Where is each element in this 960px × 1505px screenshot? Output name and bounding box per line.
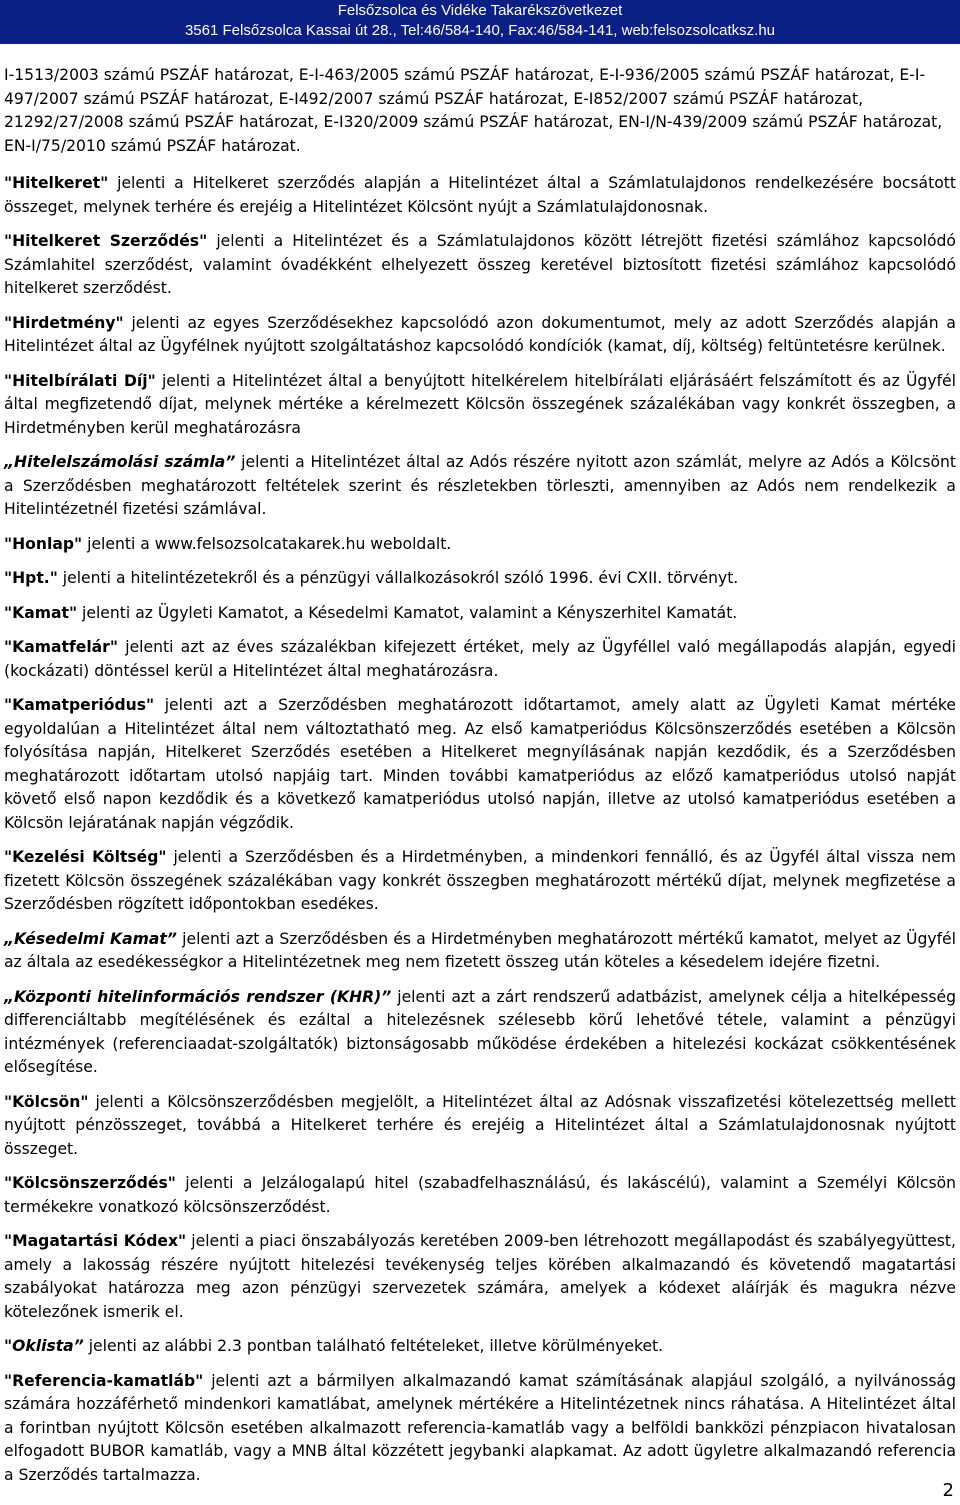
definition-magatartasi-kodex [4,1230,956,1324]
definition-kamatfelar [4,636,956,683]
definition-term: "Oklista” [4,1337,84,1355]
definition-text: jelenti a hitelintézetekről és a pénzügyi vállalkozásokról szóló 1996. évi CXII. törvényt. [57,569,739,587]
resolution-list: I-1513/2003 számú PSZÁF határozat, E-I-463/2005 számú PSZÁF határozat, E-I-936/2005 számú PSZÁF határozat, E-I-497/2007 számú PSZÁF határozat, E-I492/2007 számú PSZÁF határozat, E-I852/2007 számú PSZÁF határozat, 21292/27/2008 számú PSZÁF határozat, E-I320/2009 számú PSZÁF határozat, EN-I/N-439/2009 számú PSZÁF határozat, EN-I/75/2010 számú PSZÁF határozat. [4,66,943,155]
document-body [0,46,960,1487]
definition-text: jelenti a www.felsozsolcatakarek.hu weboldalt. [82,534,452,553]
definition-term: "Kamatfelár" [4,638,118,656]
definition-term: „Központi hitelinformációs rendszer (KHR)” [4,987,392,1006]
bank-contact-line: 3561 Felsőzsolca Kassai út 28., Tel:46/584-140, Fax:46/584-141, web:felsozsolcatksz.hu [184,22,776,39]
definition-kesedelmi-kamat [4,928,956,975]
definition-kolcson [4,1091,956,1162]
definition-hitelbiralati-dij [4,370,956,441]
definition-text: jelenti azt a zárt rendszerű adatbázist, amelynek célja a hitelképesség differenciáltabb megítélésének és ezáltal a hitelezésnek szélesebb körű lehetővé tétele, valamint a pénzügyi intézmények (referenciaadat-szolgáltatók) biztonságosabb működése érdekében a hitelezési kockázat csökkentésének elősegítése. [4,987,956,1076]
bank-name: Felsőzsolca és Vidéke Takarékszövetkezet [337,2,623,19]
definition-text: jelenti az alábbi 2.3 pontban található feltételeket, illetve körülményeket. [83,1337,664,1355]
page-number: 2 [942,1480,954,1501]
definition-text: jelenti az Ügyleti Kamatot, a Késedelmi Kamatot, valamint a Kényszerhitel Kamatát. [77,603,738,622]
definition-term: "Kamatperiódus" [4,696,155,714]
definition-term: "Kölcsön" [4,1092,89,1111]
definition-text: jelenti azt a bármilyen alkalmazandó kamat számításának alapjául szolgáló, a nyilvánosság számára hozzáférhető mindenkori kamatlábat, amelynek mértékére a Hitelintézetnek nincs ráhatása. A Hitelintézet által a forintban nyújtott Kölcsön esetében alkalmazott referencia-kamatláb vagy a belföldi bankközi pénzpiacon hivatalosan elfogadott BUBOR kamatláb, vagy a MNB által közzétett jegybanki alapkamat. Az adott ügyletre alkalmazandó referencia a Szerződés tartalmazza. [4,1371,956,1484]
definition-term: „Hitelelszámolási számla” [4,453,236,471]
definition-kezelesi-koltseg [4,846,956,917]
definition-term: "Honlap" [4,534,83,553]
definition-text: jelenti a Jelzálogalapú hitel (szabadfelhasználású, és lakáscélú), valamint a Személyi Kölcsön termékekre vonatkozó kölcsönszerződést. [4,1174,956,1216]
definition-hirdetmeny [4,312,956,359]
definition-text: jelenti a Hitelintézet által a benyújtott hitelkérelem hitelbírálati eljárásáért felszámított és az Ügyfél által megfizetendő díjat, melynek mértéke a kérelmezett Kölcsön összegének százalékában vagy konkrét összegben, a Hirdetményben kerül meghatározásra [4,371,956,437]
definition-text: jelenti a Hitelintézet és a Számlatulajdonos között létrejött fizetési számlához kapcsolódó Számlahitel szerződést, valamint óvadékként elhelyezett összeg keretével biztosított fizetési számlához kapcsolódó hitelkeret szerződést. [4,232,956,297]
definition-kamat [4,602,956,626]
definition-text: jelenti azt az éves százalékban kifejezett értéket, mely az Ügyféllel való megállapodás alapján, egyedi (kockázati) döntéssel kerül a Hitelintézet által meghatározásra. [4,638,956,680]
definition-term: "Hitelkeret Szerződés" [4,232,208,250]
definition-term: "Kezelési Költség" [4,848,167,866]
definition-oklista [4,1335,956,1359]
definition-term: „Késedelmi Kamat” [4,929,177,948]
definition-text: jelenti a Szerződésben és a Hirdetményben, a mindenkori fennálló, és az Ügyfél által vissza nem fizetett Kölcsön összegének százalékában vagy konkrét összegben meghatározott mértékű díjat, melynek megfizetése a Szerződésben rögzített időpontokban esedékes. [4,848,956,913]
definition-text: jelenti azt a Szerződésben és a Hirdetményben meghatározott mértékű kamatot, melyet az Ügyfél az általa az esedékességkor a Hitelintézetnek meg nem fizetett összeg után köteles a késedelem idejére fizetni. [4,929,956,971]
definition-khr [4,986,956,1080]
definition-term: "Kölcsönszerződés" [4,1174,176,1192]
definition-term: "Hpt." [4,569,58,587]
definition-text: jelenti azt a Szerződésben meghatározott időtartamot, amely alatt az Ügyleti Kamat mértéke egyoldalúan a Hitelintézet által nem változtatható meg. Az első kamatperiódus Kölcsönszerződés esetében a Kölcsön folyósítása napján, Hitelkeret Szerződés esetében a Hitelkeret megnyílásának napján kezdődik, és a Szerződésben meghatározott időtartam utolsó napjáig tart. Minden további kamatperiódus az előző kamatperiódus utolsó napját követő első napon kezdődik és a következő kamatperiódus utolsó napján, illetve az utolsó kamatperiódus esetében a Kölcsön lejáratának napján végződik. [4,696,956,832]
definition-referencia-kamatlab [4,1370,956,1488]
definition-term: "Hirdetmény" [4,313,124,332]
definition-hpt [4,567,956,591]
definition-text: jelenti a piaci önszabályozás keretében 2009-ben létrehozott megállapodást és szabályegyüttest, amely a lakosság részére nyújtott hitelezési tevékenység teljes körében alkalmazandó és követendő magatartási szabályokat határozza meg azon pénzügyi szervezetek számára, amelyek a kódexet aláírják és magukra nézve kötelezőnek ismerik el. [4,1232,956,1321]
definition-hitelkeret [4,172,956,219]
definition-text: jelenti az egyes Szerződésekhez kapcsolódó azon dokumentumot, mely az adott Szerződés alapján a Hitelintézet által az Ügyfélnek nyújtott szolgáltatáshoz kapcsolódó kondíciók (kamat, díj, költség) feltüntetésre kerülnek. [4,313,956,355]
definition-honlap [4,533,956,557]
definition-text: jelenti a Kölcsönszerződésben megjelölt, a Hitelintézet által az Adósnak visszafizetési kötelezettség mellett nyújtott pénzösszeget, továbbá a Hitelkeret terhére és erejéig a Hitelintézet által a Számlatulajdonosnak nyújtott összeget. [4,1092,956,1158]
definition-kamatperiodus [4,694,956,835]
definition-term: "Magatartási Kódex" [4,1232,187,1250]
definition-hitelkeret-szerzodes [4,230,956,301]
letterhead [0,0,960,46]
definition-term: "Kamat" [4,603,78,622]
definition-term: "Hitelkeret" [4,174,109,192]
definition-term: "Referencia-kamatláb" [4,1371,204,1390]
definition-hitelelszamolasi-szamla [4,451,956,522]
definition-text: jelenti a Hitelintézet által az Adós részére nyitott azon számlát, melyre az Adós a Kölcsönt a Szerződésben meghatározott feltételek szerint és részletekben törleszti, amennyiben az Adós nem rendelkezik a Hitelintézetnél fizetési számlával. [4,453,956,518]
definition-text: jelenti a Hitelkeret szerződés alapján a Hitelintézet által a Számlatulajdonos rendelkezésére bocsátott összeget, melynek terhére és erejéig a Hitelintézet Kölcsönt nyújt a Számlatulajdonosnak. [4,174,956,216]
definition-kolcsonszerzodes [4,1172,956,1219]
definition-term: "Hitelbírálati Díj" [4,371,156,390]
